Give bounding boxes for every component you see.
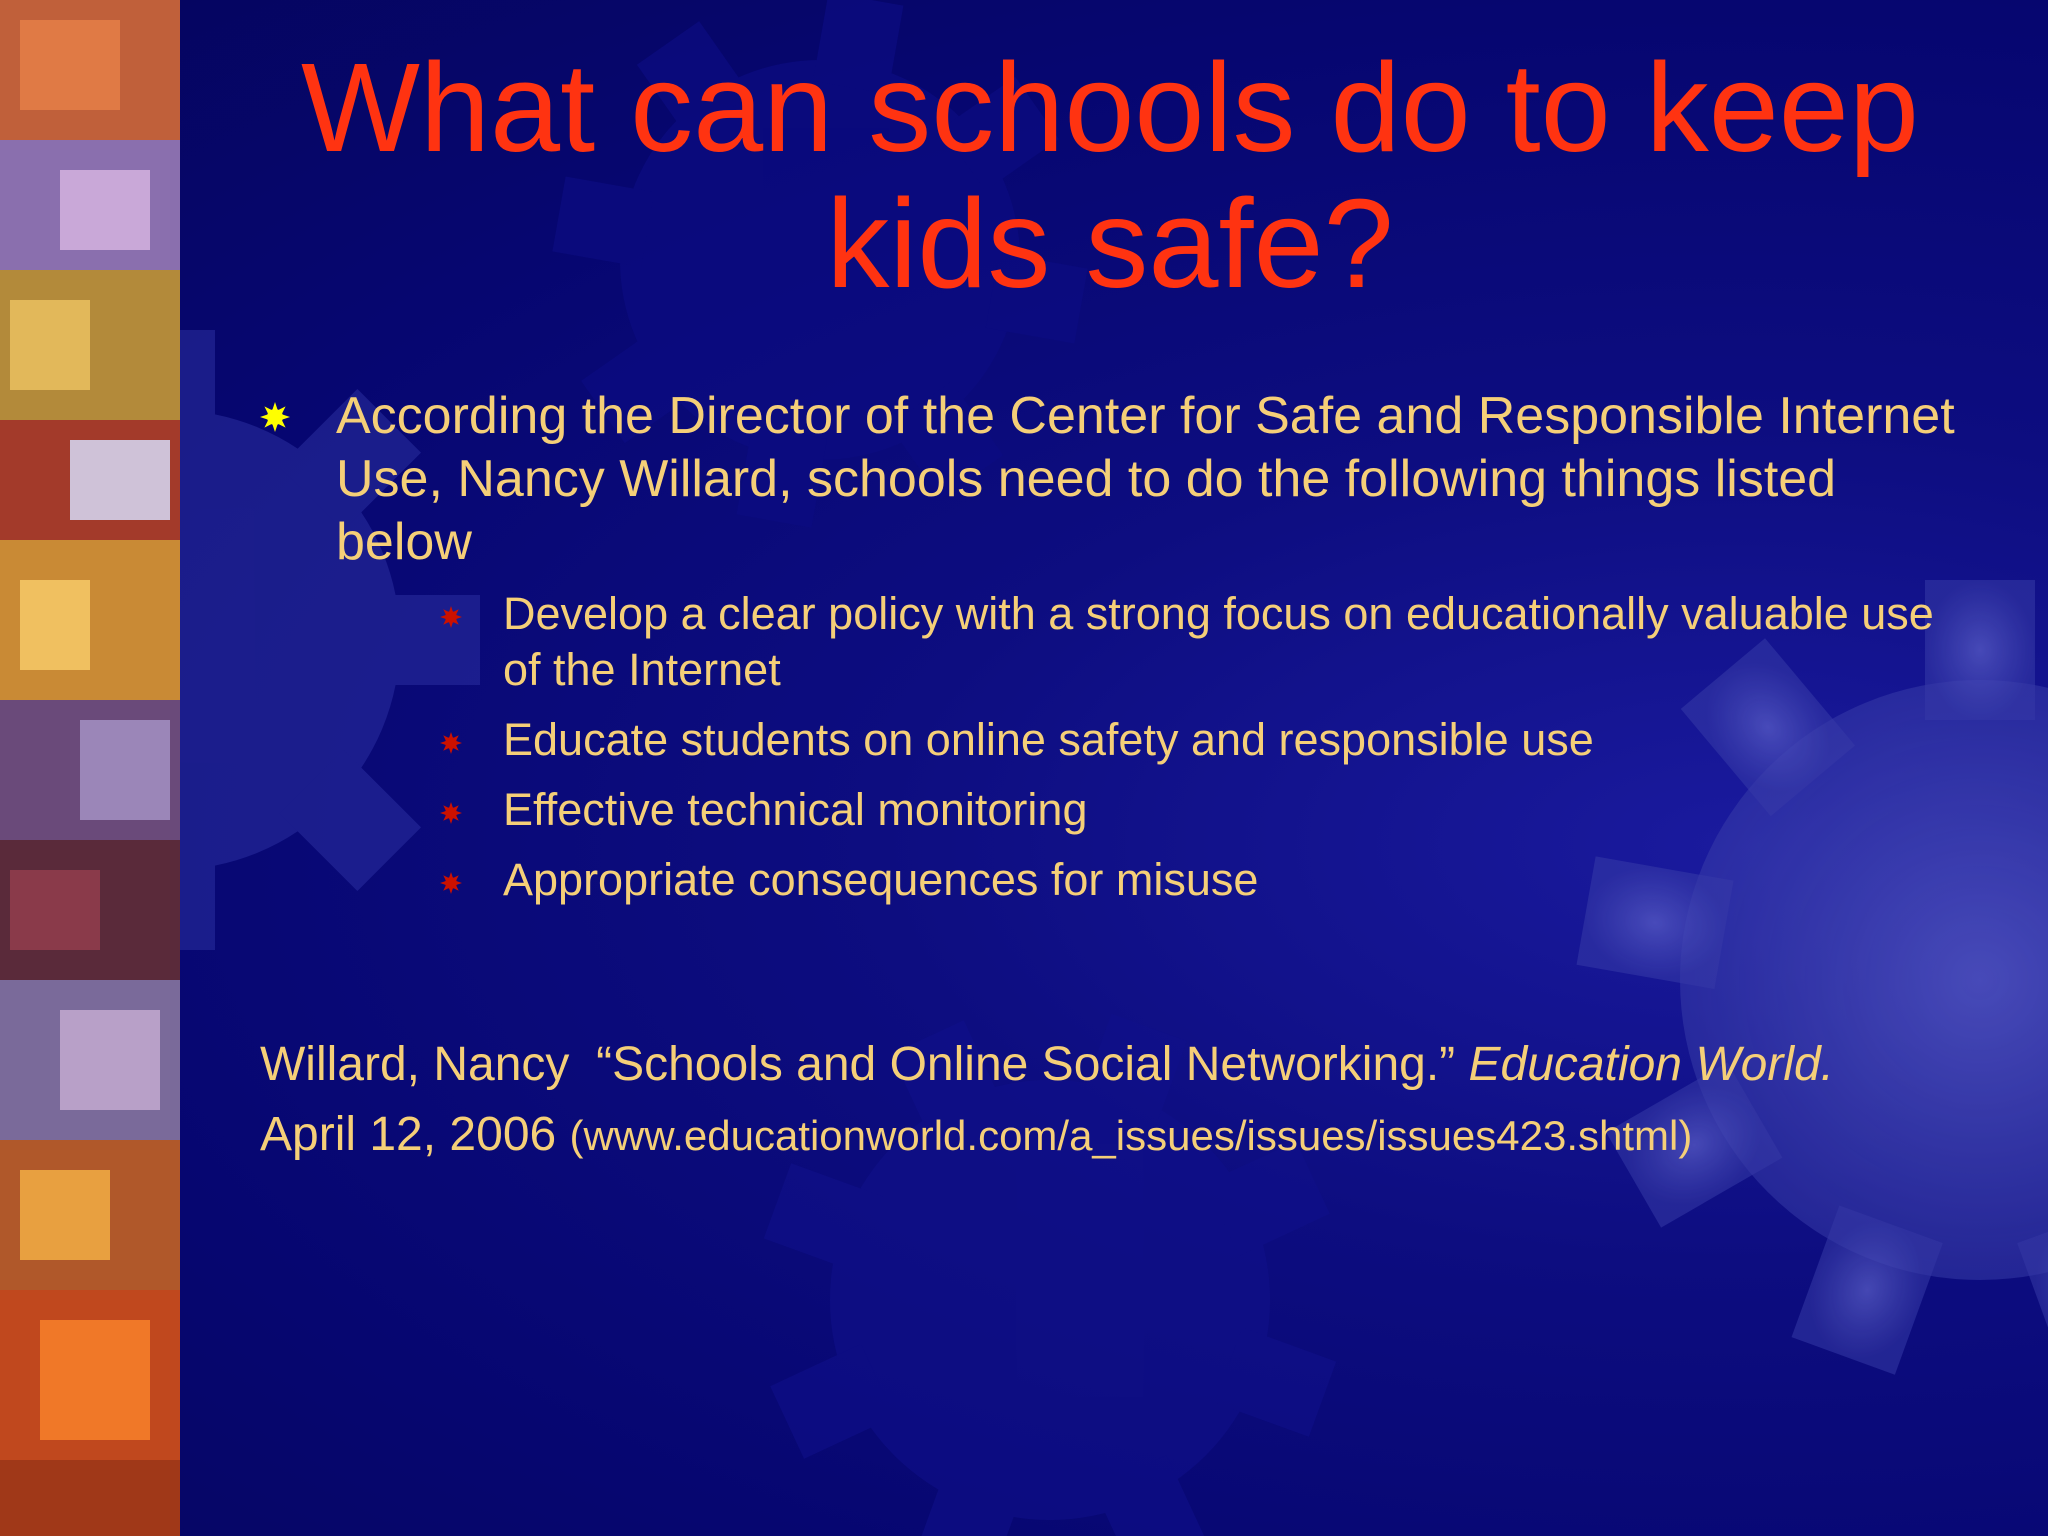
decorative-mosaic-strip — [0, 0, 180, 1536]
sub-bullet-text: Appropriate consequences for misuse — [503, 854, 1259, 905]
citation-article: “Schools and Online Social Networking.” — [596, 1038, 1456, 1091]
bullet-list — [260, 385, 1980, 922]
slide-title: What can schools do to keep kids safe? — [301, 37, 1919, 314]
citation-line-2 — [260, 1100, 1980, 1171]
sub-bullet-text: Educate students on online safety and responsible use — [503, 714, 1594, 765]
red-starburst-icon — [440, 606, 462, 628]
sub-bullet-list — [336, 586, 1980, 908]
red-starburst-icon — [440, 802, 462, 824]
sub-bullet-item — [336, 852, 1980, 908]
yellow-starburst-icon — [260, 402, 290, 432]
sub-bullet-item — [336, 586, 1980, 698]
sub-bullet-item — [336, 782, 1980, 838]
red-starburst-icon — [440, 732, 462, 754]
sub-bullet-text: Effective technical monitoring — [503, 784, 1088, 835]
citation — [260, 1030, 1980, 1171]
main-bullet-text: According the Director of the Center for Safe and Responsible Internet Use, Nancy Willard, schools need to do the following things listed below — [336, 387, 1955, 571]
citation-url: (www.educationworld.com/a_issues/issues/issues423.shtml) — [569, 1112, 1693, 1159]
sub-bullet-item — [336, 712, 1980, 768]
red-starburst-icon — [440, 872, 462, 894]
sub-bullet-text: Develop a clear policy with a strong focus on educationally valuable use of the Internet — [503, 588, 1934, 695]
citation-line-1 — [260, 1030, 1980, 1100]
citation-publication: Education World. — [1468, 1038, 1835, 1091]
citation-date: April 12, 2006 — [260, 1108, 557, 1161]
main-bullet-item — [260, 385, 1980, 908]
citation-author: Willard, Nancy — [260, 1038, 570, 1091]
